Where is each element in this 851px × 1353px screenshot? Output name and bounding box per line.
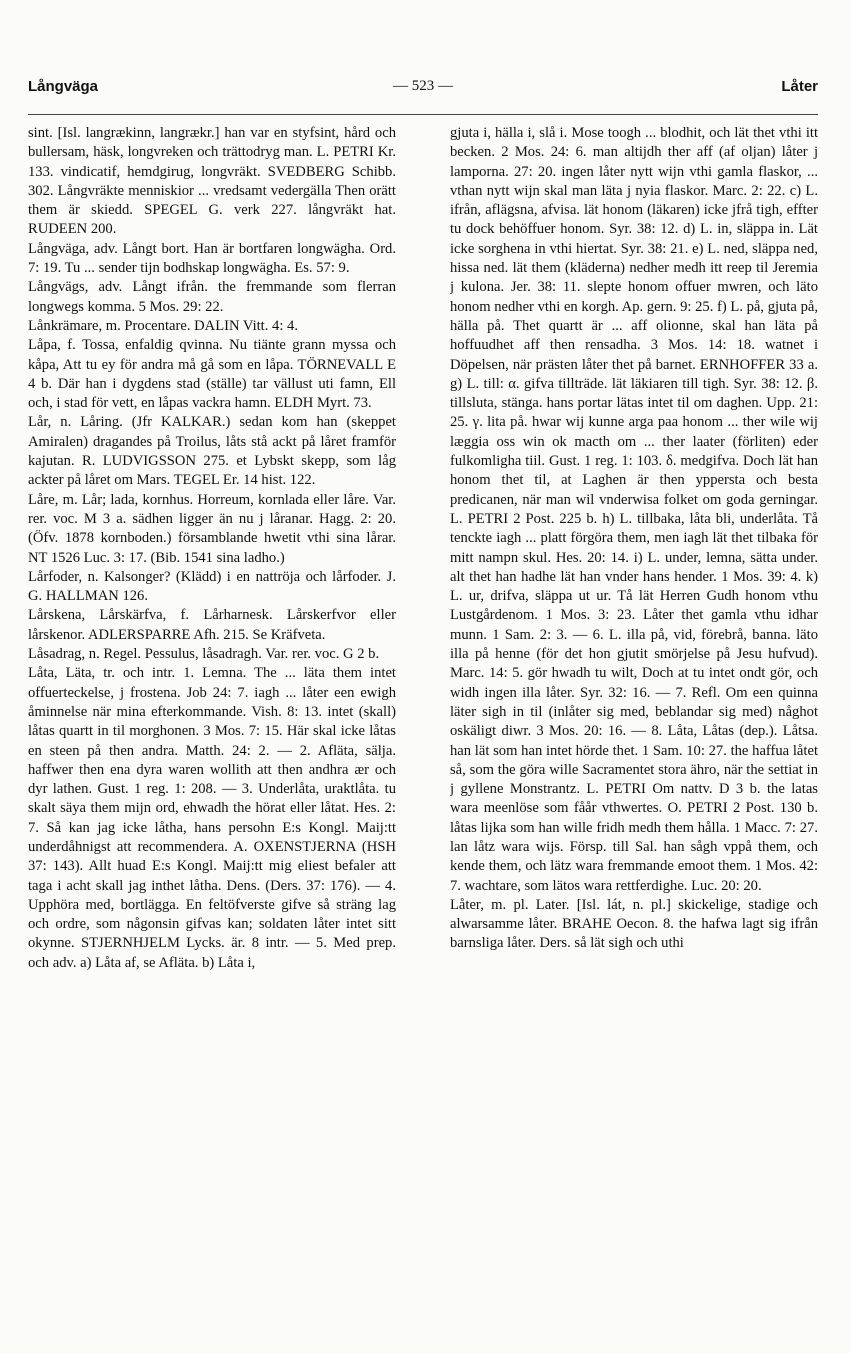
entry-lare: Låre, m. Lår; lada, kornhus. Horreum, kornlada eller låre. Var. rer. voc. M 3 a. sädhen ligger än nu j låranar. Hagg. 2: 20. (Öfv. 1878 kornboden.) församblande hwetit vthi sina lårar. NT 1526 Luc. 3: 17. (Bib. 1541 sina ladho.) — [28, 491, 396, 566]
entry-larskena: Lårskena, Lårskärfva, f. Lårharnesk. Lårskerfvor eller lårskenor. ADLERSPARRE Afh. 215. Se Kräfveta. — [28, 607, 396, 643]
entry-continuation: sint. [Isl. langrækinn, langrækr.] han var en styfsint, hård och bullersam, häsk, longvreken och trättodryg man. L. PETRI Kr. 133. vindicatif, hemdgirug, longvräkt. SVEDBERG Schibb. 302. Långvräkte menniskior ... vredsamt vedergälla Then orätt them är skiedd. SPEGEL G. verk 227. långvräkt hat. RUDEEN 200. — [28, 125, 396, 238]
page-header — [28, 78, 818, 104]
entry-later: Låter, m. pl. Later. [Isl. lát, n. pl.] skickelige, stadige och alwarsamme låter. BRAHE Oecon. 8. the hafwa lagt sig ifrån barnsliga låter. Ders. så lät sigh och uthi — [450, 896, 818, 952]
running-head-left: Långväga — [28, 78, 99, 95]
entry-lata: Låta, Läta, tr. och intr. 1. Lemna. The ... läta them intet offuerteckelse, j frostena. Job 24: 7. iagh ... låter een ewigh åminnelse när mina efterkommande. Vish. 8: 13. intet (skall) låtas quartt in til morghonen. 3 Mos. 7: 15. Här skal icke låtas en steen på then andra. Matth. 24: 2. — 2. Afläta, sälja. haffwer then ena dyra waren wollith att then andhra ær och dyr lathen. Gust. 1 reg. 1: 208. — 3. Underlåta, uraktlåta. tu skalt säya them mijn ord, ehwadh the hörat eller låtat. Hes. 2: 7. Så kan jag icke låtha, hans persohn E:s Kongl. Maij:tt underdåhnigst att recommendera. A. OXENSTJERNA (HSH 37: 143). Allt huad E:s Kongl. Maij:tt mig eliest befaler att taga i acht skall jag inthet låtha. Dens. (Ders. 37: 176). — 4. Upphöra med, bortlägga. En feltöfverste gifve så sträng lag och ordre, som någonsin gifvas kan; soldaten låter intet sitt okynne. STJERNHJELM Lycks. är. 8 intr. — 5. Med prep. och adv. a) Låta af, se Afläta. b) Låta i, — [28, 665, 396, 971]
entry-lapa: Låpa, f. Tossa, enfaldig qvinna. Nu tiänte grann myssa och kåpa, Att tu ey för andra må gå som en låpa. TÖRNEVALL E 4 b. Där han i dygdens stad (ställe) tar vällust uti famn, Ell och, i stad för vett, en låpas vackra hamn. ELDH Myrt. 73. — [28, 337, 396, 412]
right-column — [450, 124, 818, 1334]
header-rule — [28, 114, 818, 115]
entry-lankramare: Lånkrämare, m. Procentare. DALIN Vitt. 4: 4. — [28, 317, 298, 334]
entry-lasadrag: Låsadrag, n. Regel. Pessulus, låsadragh. Var. rer. voc. G 2 b. — [28, 646, 380, 663]
entry-lata-continued: gjuta i, hälla i, slå i. Mose toogh ... blodhit, och lät thet vthi itt becken. 2 Mos. 24: 6. man altijdh ther aff (af oljan) låter j lamporna. 27: 20. ingen låter nytt wijn vthi gamla flaskor, ... vthan nytt wijn skal man läta j nyia flaskor. Marc. 2: 22. c) L. ifrån, aflägsna, afvisa. lät honom (läkaren) icke jfrå tigh, effter tu dock behöffuer honom. Syr. 38: 12. d) L. in, släppa in. Lät icke sorghena in vthi hiertat. Syr. 38: 21. e) L. ned, släppa ned, hissa ned. lät them (kläderna) nedher medh itt reep til Jeremia j kulona. Jer. 38: 11. slepte honom offuer mwren, och läto honom nedher vthi en korgh. Ap. gern. 9: 25. f) L. på, gjuta på, hälla på. Thet quartt är ... aff olionne, skal han läta på hoffuudhet aff then rensadha. 3 Mos. 14: 18. watnet i Döpelsen, när prästen låter thet på barnet. ERNHOFFER 33 a. g) L. till: α. gifva tillträde. lät läkiaren till tigh. Syr. 38: 12. β. tillsluta, stänga. hans portar lätas intet til om daghen. Upp. 21: 25. γ. lita på. hwar wij kunne arga paa honom ... ther wile wij læggia oss win ok macth om ... ther laater (förliten) eder fulkomligha tiil. Gust. 1 reg. 1: 103. δ. medgifva. Doch lät han honom thet til, at Laghen är then yppersta och besta predicanen, när man wil vnderwisa folket om goda gerningar. L. PETRI 2 Post. 225 b. h) L. tillbaka, låta bli, underlåta. Tå tenckte iagh ... platt förgöra them, men iagh lät thet tilbaka för mitt nampn skul. Hes. 20: 14. i) L. under, lemna, sätta under. alt thet han hadhe lät han vnder hans hender. 1 Mos. 39: 4. k) L. ur, drifva, släppa ut ur. Tå lät Herren Gudh honom vthu Lustgårdenom. 1 Mos. 3: 23. Låter thet gamla vthu idhar munn. 1 Sam. 2: 3. — 6. L. illa på, vid, förebrå, banna. läto illa på henne (för det hon gjutit smörjelse på Jesu hufvud). Marc. 14: 5. gör hwadh tu wilt, Doch at tu intet ondt gör, och widh ingen illa låter. Syr. 32: 16. — 7. Refl. Om een quinna läter sigh in til (inlåter sig med, beblandar sig med) någhot oskäligt diwr. 3 Mos. 20: 16. — 8. Låta, Låtas (dep.). Låtsa. han lät som han intet hörde thet. 1 Sam. 10: 27. the haffua låtet så, som the göra wille Sacramentet stora ähro, när the settiat in j gyllene Monstrantz. L. PETRI Om nattv. D 3 b. the latas wara meenlöse som fåår vthwertes. O. PETRI 2 Post. 130 b. låtas lijka som han wille fridh medh them hålla. 1 Macc. 7: 27. lan låtz wara wijs. Försp. till Sal. han sågh vppå them, och kende them, och lätz wara fremmande emoot them. 1 Mos. 42: 7. wachtare, som lätos wara rettferdighe. Luc. 20: 20. — [450, 125, 818, 894]
entry-langvaga: Långväga, adv. Långt bort. Han är bortfaren longwägha. Ord. 7: 19. Tu ... sender tijn bodhskap longwägha. Es. 57: 9. — [28, 240, 396, 277]
entry-langvags: Långvägs, adv. Långt ifrån. the fremmande som flerran longwegs komma. 5 Mos. 29: 22. — [28, 279, 396, 315]
running-head-right: Låter — [781, 78, 818, 95]
left-column — [28, 124, 396, 1334]
page-number: — 523 — — [393, 78, 453, 94]
entry-larfoder: Lårfoder, n. Kalsonger? (Klädd) i en nattröja och lårfoder. J. G. HALLMAN 126. — [28, 568, 396, 605]
entry-lar: Lår, n. Låring. (Jfr KALKAR.) sedan kom han (skeppet Amiralen) dragandes på Troilus, låts stå ackt på låret framför kajutan. R. LUDVIGSSON 275. et Lybskt skepp, som låg ackter på låret om Mars. TEGEL Er. 14 hist. 122. — [28, 414, 396, 489]
